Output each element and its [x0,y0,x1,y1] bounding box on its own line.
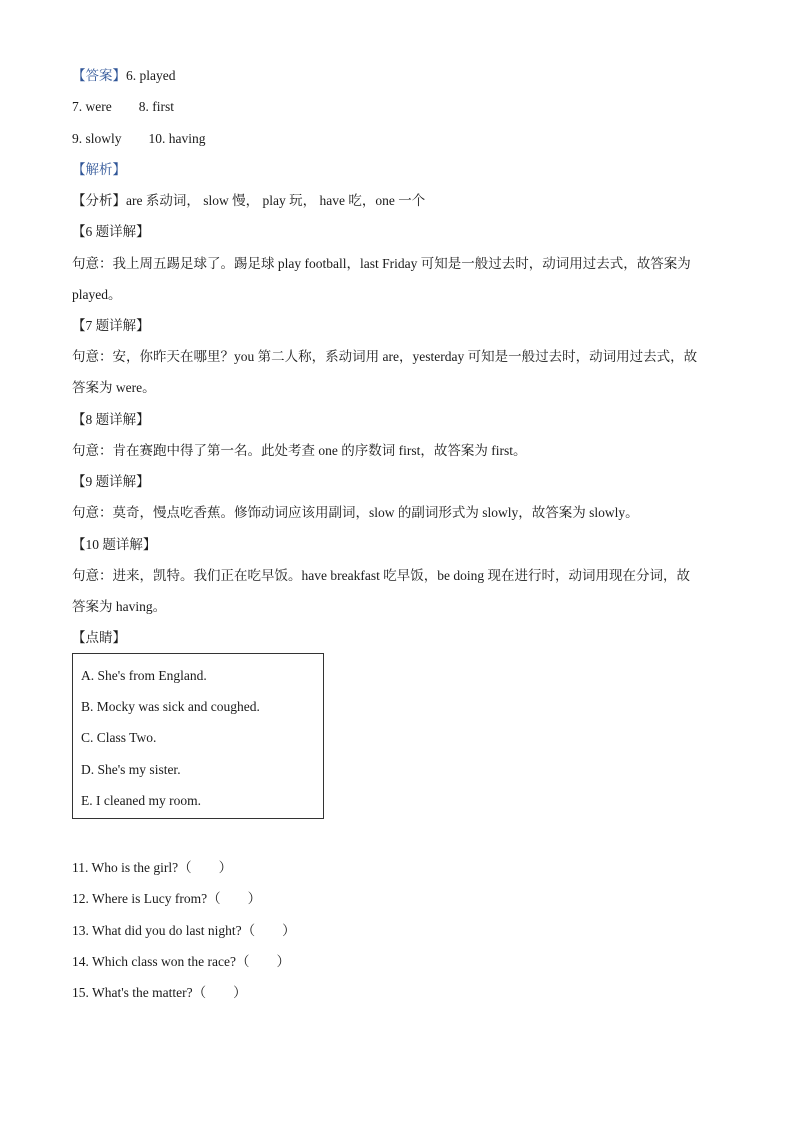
analysis-fenxi: 【分析】are 系动词， slow 慢， play 玩， have 吃，one 一个 [72,193,426,208]
analysis-heading: 【解析】 [72,162,126,177]
option-e: E. I cleaned my room. [81,793,201,808]
question-13: 13. What did you do last night?（ ） [72,923,296,938]
answer-9: 9. slowly [72,131,122,146]
option-c: C. Class Two. [81,730,157,745]
q10-heading: 【10 题详解】 [72,537,157,552]
option-b: B. Mocky was sick and coughed. [81,699,260,714]
q8-explanation-line1: 句意：肯在赛跑中得了第一名。此处考查 one 的序数词 first，故答案为 first。 [72,443,527,458]
q6-explanation-line2: played。 [72,287,122,302]
answer-row-7-8 [72,98,174,116]
q9-heading: 【9 题详解】 [72,474,150,489]
answer-line [72,67,176,85]
answer-10: 10. having [148,131,206,146]
question-15: 15. What's the matter?（ ） [72,985,247,1000]
q10-explanation-line1: 句意：进来，凯特。我们正在吃早饭。have breakfast 吃早饭，be doing 现在进行时，动词用现在分词，故 [72,568,690,583]
question-11: 11. Who is the girl?（ ） [72,860,233,875]
options-box [72,653,324,819]
answer-row-9-10 [72,130,206,148]
answer-6: 6. played [126,68,176,83]
option-d: D. She's my sister. [81,762,181,777]
q7-explanation-line2: 答案为 were。 [72,380,156,395]
q8-heading: 【8 题详解】 [72,412,150,427]
option-a: A. She's from England. [81,668,207,683]
answer-tag: 【答案】 [72,68,126,83]
q9-explanation-line1: 句意：莫奇，慢点吃香蕉。修饰动词应该用副词，slow 的副词形式为 slowly，故答案为 slowly。 [72,505,639,520]
q6-heading: 【6 题详解】 [72,224,150,239]
dianjing-heading: 【点睛】 [72,630,126,645]
q10-explanation-line2: 答案为 having。 [72,599,167,614]
q6-explanation-line1: 句意：我上周五踢足球了。踢足球 play football，last Friday 可知是一般过去时，动词用过去式，故答案为 [72,256,691,271]
answer-7: 7. were [72,99,112,114]
answer-8: 8. first [138,99,174,114]
q7-heading: 【7 题详解】 [72,318,150,333]
question-14: 14. Which class won the race?（ ） [72,954,290,969]
question-12: 12. Where is Lucy from?（ ） [72,891,262,906]
q7-explanation-line1: 句意：安，你昨天在哪里？you 第二人称，系动词用 are，yesterday 可知是一般过去时，动词用过去式，故 [72,349,698,364]
